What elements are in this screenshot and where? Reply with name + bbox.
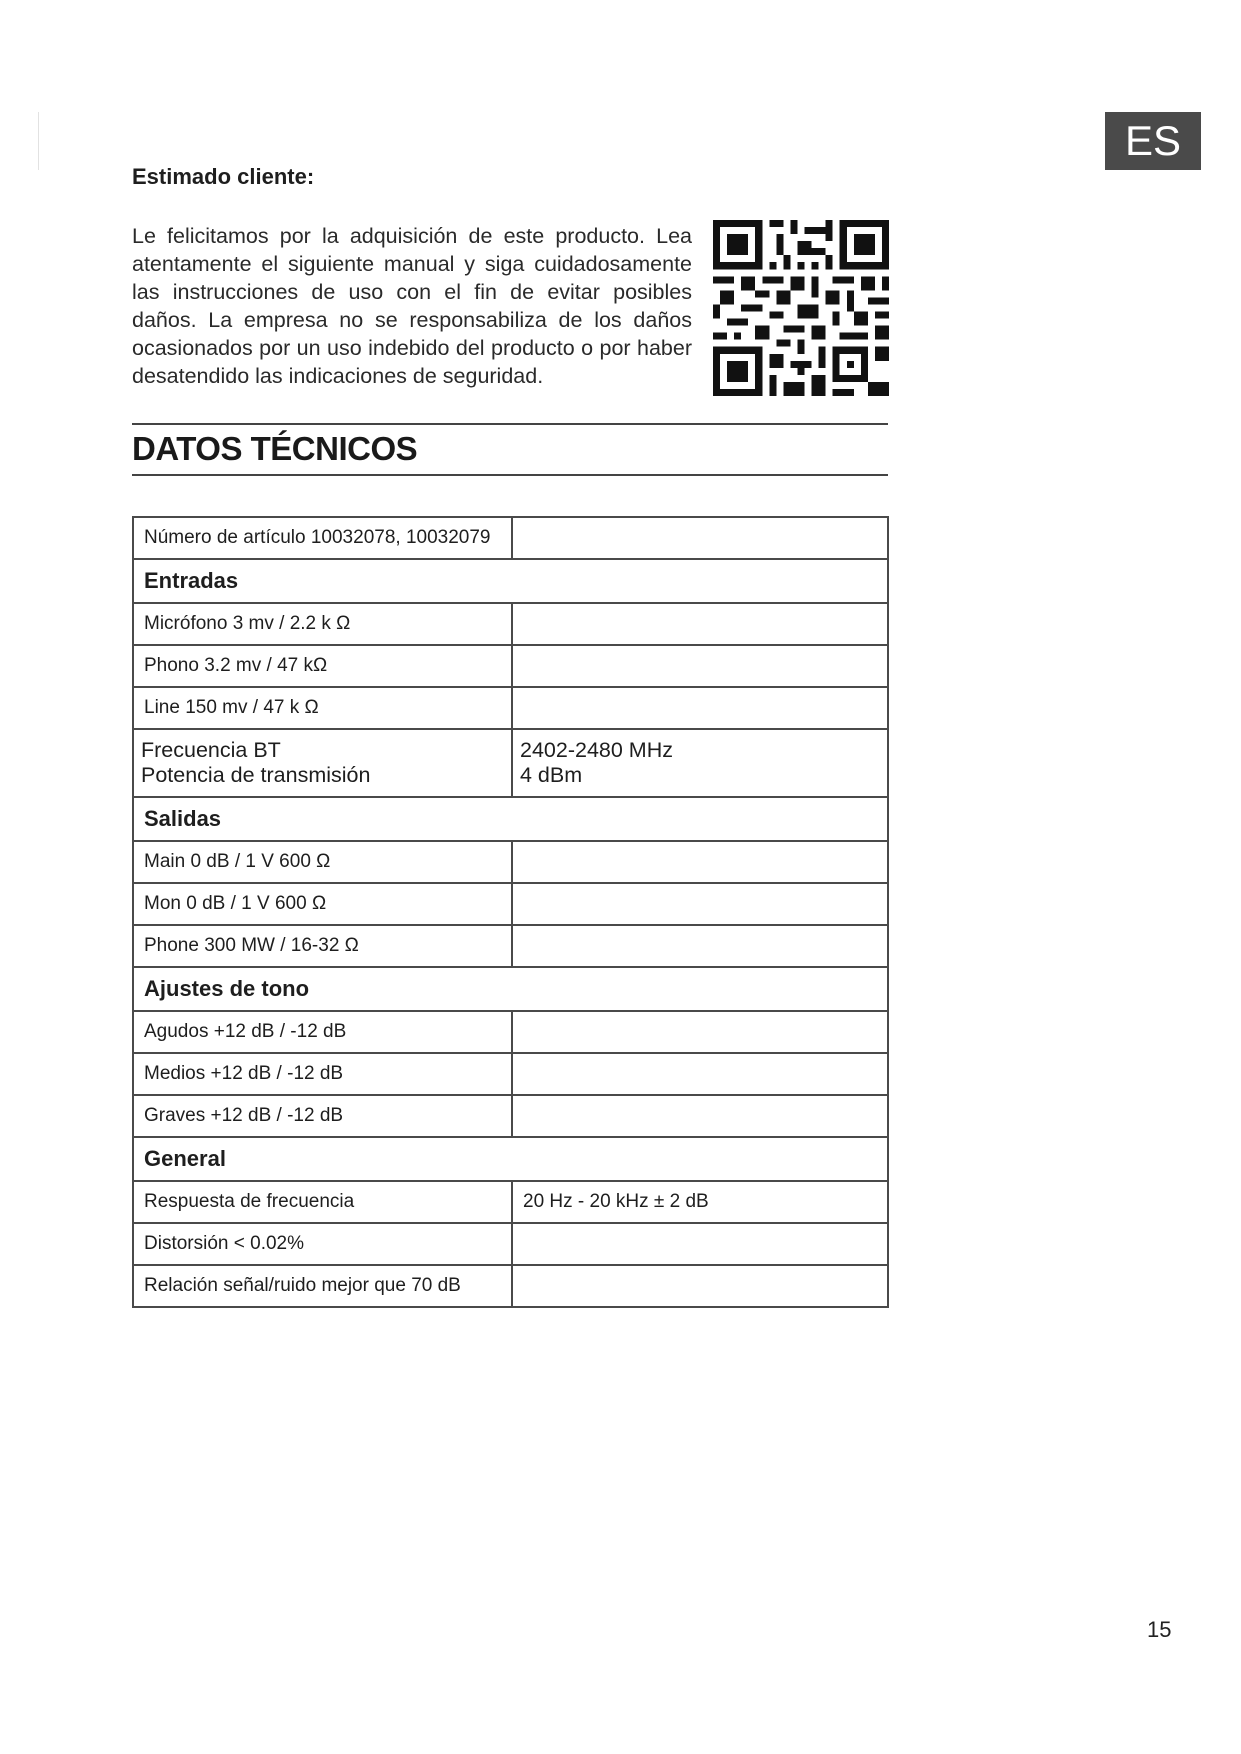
table-row [133,1053,888,1095]
table-row [133,1095,888,1137]
spec-value: 20 Hz - 20 kHz ± 2 dB [512,1181,888,1223]
spec-value-bt [512,729,888,797]
spec-label-bt [133,729,512,797]
table-row [133,841,888,883]
spec-value [512,1265,888,1307]
spec-value [512,1223,888,1265]
table-row [133,1223,888,1265]
specs-table [132,516,889,1308]
spec-label: Micrófono 3 mv / 2.2 k Ω [133,603,512,645]
table-row [133,645,888,687]
spec-value [512,517,888,559]
spec-label: Relación señal/ruido mejor que 70 dB [133,1265,512,1307]
bt-frequency-value: 2402-2480 MHz [520,738,673,762]
section-header-entradas: Entradas [133,559,888,603]
spec-value [512,841,888,883]
table-row [133,687,888,729]
section-header-row [133,797,888,841]
spec-label: Respuesta de frecuencia [133,1181,512,1223]
spec-label: Distorsión < 0.02% [133,1223,512,1265]
table-row [133,1265,888,1307]
spec-label: Line 150 mv / 47 k Ω [133,687,512,729]
spec-label: Agudos +12 dB / -12 dB [133,1011,512,1053]
bt-frequency-label: Frecuencia BT [141,738,281,762]
bt-power-label: Potencia de transmisión [141,763,371,787]
title-top-rule [132,423,888,425]
table-row [133,883,888,925]
spec-label: Medios +12 dB / -12 dB [133,1053,512,1095]
section-header-row [133,559,888,603]
spec-value [512,925,888,967]
spec-label: Phono 3.2 mv / 47 kΩ [133,645,512,687]
spec-value [512,883,888,925]
qr-code-icon [713,220,889,396]
section-title: DATOS TÉCNICOS [132,430,418,467]
spec-value [512,1011,888,1053]
spec-value [512,1095,888,1137]
intro-paragraph: Le felicitamos por la adquisición de este producto. Lea atentamente el siguiente manual y siga cuidadosamente las instrucciones de uso con el fin de evitar posibles daños. La empresa no se responsabiliza de los daños ocasionados por un uso indebido del producto o por haber desatendido las indicaciones de seguridad. [132,224,692,388]
table-row [133,1011,888,1053]
table-row [133,517,888,559]
spec-value [512,603,888,645]
section-header-row [133,1137,888,1181]
spec-value [512,687,888,729]
spec-label: Graves +12 dB / -12 dB [133,1095,512,1137]
section-header-ajustes: Ajustes de tono [133,967,888,1011]
spec-label: Phone 300 MW / 16-32 Ω [133,925,512,967]
spec-label: Mon 0 dB / 1 V 600 Ω [133,883,512,925]
spec-label: Main 0 dB / 1 V 600 Ω [133,841,512,883]
spec-value [512,645,888,687]
spec-label: Número de artículo 10032078, 10032079 [133,517,512,559]
greeting: Estimado cliente: [132,164,315,189]
language-badge: ES [1105,112,1201,170]
section-header-row [133,967,888,1011]
table-row [133,729,888,797]
bt-power-value: 4 dBm [520,763,583,787]
margin-line [38,112,39,170]
table-row [133,925,888,967]
section-header-general: General [133,1137,888,1181]
page-number: 15 [1147,1617,1172,1642]
table-row [133,603,888,645]
spec-value [512,1053,888,1095]
table-row [133,1181,888,1223]
section-header-salidas: Salidas [133,797,888,841]
title-bottom-rule [132,474,888,476]
